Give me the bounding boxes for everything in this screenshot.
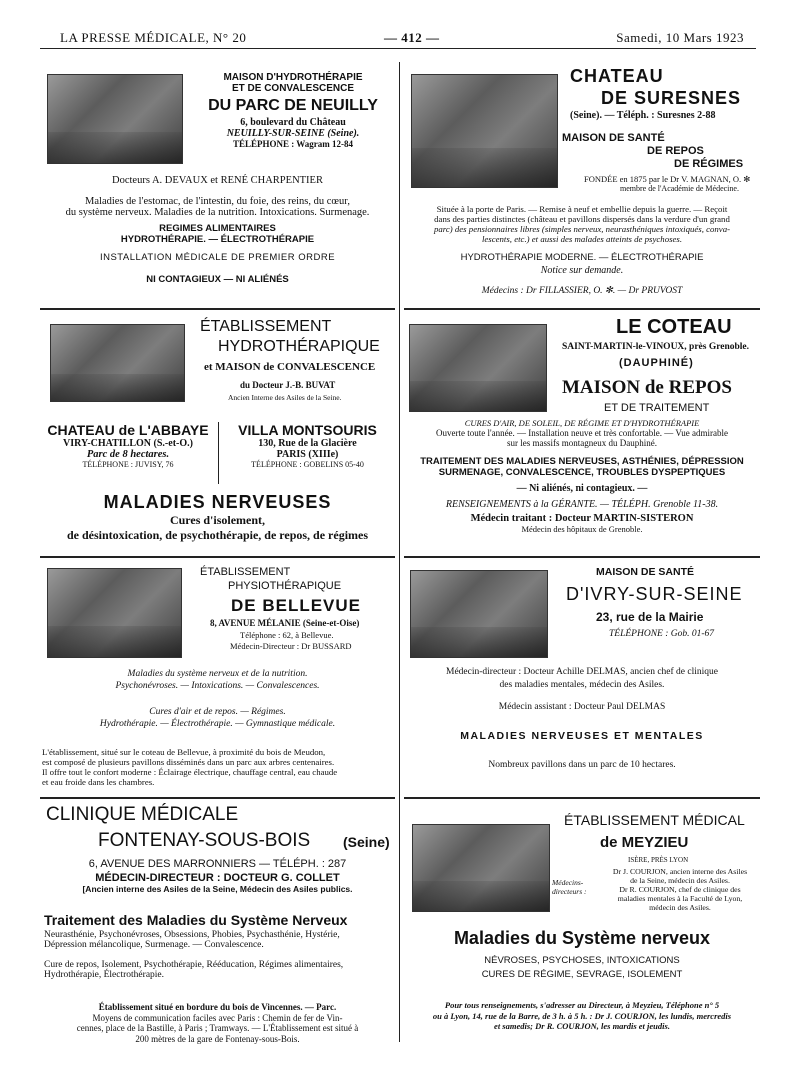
divider (404, 797, 760, 799)
neuilly-regimes: REGIMES ALIMENTAIRES (159, 223, 276, 234)
issue-date: Samedi, 10 Mars 1923 (616, 30, 744, 45)
coteau-t3: (DAUPHINÉ) (619, 357, 694, 369)
neuilly-photo (47, 74, 183, 164)
suresnes-m1: MAISON DE SANTÉ (562, 132, 665, 144)
suresnes-m3: DE RÉGIMES (674, 158, 744, 170)
page-header (14, 24, 786, 46)
abbaye-t3: et MAISON de CONVALESCENCE (204, 361, 376, 373)
suresnes-notice: Notice sur demande. (540, 265, 624, 276)
suresnes-d4: lescents, etc.) et aussi des malades atteints de psychoses. (481, 234, 683, 244)
neuilly-notice: NI CONTAGIEUX — NI ALIÉNÉS (146, 274, 289, 285)
fontenay-t11: Établissement situé en bordure du bois de Vincennes. — Parc. (98, 1002, 337, 1012)
bellevue-t5: Téléphone : 62, à Bellevue. (240, 630, 334, 640)
ivry-t2: D'IVRY-SUR-SEINE (566, 584, 743, 604)
abbaye-maladies: MALADIES NERVEUSES (103, 492, 332, 512)
fontenay-t7: Neurasthénie, Psychonévroses, Obsessions, Phobies, Psychasthénie, Hystérie, (44, 930, 340, 940)
coteau-t1: LE COTEAU (616, 316, 732, 338)
divider (404, 556, 760, 558)
divider (404, 308, 760, 310)
neuilly-install: INSTALLATION MÉDICALE DE PREMIER ORDRE (99, 252, 336, 263)
suresnes-founded: FONDÉE en 1875 par le Dr V. MAGNAN, O. ✻ (584, 174, 751, 184)
ad-bellevue (40, 562, 395, 794)
abbaye-v1: VILLA MONTSOURIS (238, 422, 377, 438)
coteau-photo (409, 324, 547, 412)
bellevue-e4: et eau froide dans les chambres. (42, 777, 155, 787)
abbaye-c2: VIRY-CHATILLON (S.-et-O.) (63, 438, 193, 449)
fontenay-t14: 200 mètres de la gare de Fontenay-sous-Bois. (135, 1033, 300, 1044)
suresnes-photo (411, 74, 558, 188)
suresnes-medecins: Médecins : Dr FILLASSIER, O. ✻. — Dr PRUVOST (481, 286, 683, 296)
fontenay-t1: CLINIQUE MÉDICALE (46, 804, 239, 825)
neuilly-phone: TÉLÉPHONE : Wagram 12-84 (232, 139, 354, 149)
abbaye-t4: du Docteur J.-B. BUVAT (240, 380, 336, 390)
fontenay-t5: [Ancien interne des Asiles de la Seine, Médecin des Asiles publics. (82, 884, 353, 894)
ad-coteau (404, 314, 760, 552)
neuilly-address: 6, boulevard du Château (240, 117, 346, 128)
suresnes-title1: CHATEAU (570, 66, 664, 86)
bellevue-t3: DE BELLEVUE (231, 596, 362, 615)
neuilly-desc2: du système nerveux. Maladies de la nutrition. Intoxications. Surmenage. (65, 207, 370, 218)
abbaye-v4: TÉLÉPHONE : GOBELINS 05-40 (251, 460, 364, 469)
fontenay-t8: Dépression mélancolique, Surmenage. — Convalescence. (44, 940, 264, 950)
coteau-t13: Médecin traitant : Docteur MARTIN-SISTERON (470, 513, 694, 524)
coteau-t4: MAISON de REPOS (562, 377, 732, 398)
abbaye-c4: TÉLÉPHONE : JUVISY, 76 (82, 460, 174, 469)
abbaye-t2: HYDROTHÉRAPIQUE (218, 338, 380, 355)
fontenay-t3: 6, AVENUE DES MARRONNIERS — TÉLÉPH. : 287 (88, 858, 347, 870)
coteau-t9: TRAITEMENT DES MALADIES NERVEUSES, ASTHÉNIES, DÉPRESSION (420, 456, 744, 467)
meyzieu-r2: ou à Lyon, 14, rue de la Barre, de 3 h. à 5 h. : Dr J. COURJON, les lundis, mercredis (432, 1010, 732, 1021)
meyzieu-photo (412, 824, 550, 912)
ad-fontenay (40, 802, 395, 1052)
ad-neuilly (40, 62, 395, 302)
meyzieu-t3: ISÈRE, PRÈS LYON (628, 856, 689, 864)
bellevue-e1: L'établissement, situé sur le coteau de Bellevue, à proximité du bois de Meudon, (42, 747, 326, 757)
ad-ivry (404, 562, 760, 794)
fontenay-t4: MÉDECIN-DIRECTEUR : DOCTEUR G. COLLET (95, 872, 340, 884)
ivry-photo (410, 570, 548, 658)
coteau-t14: Médecin des hôpitaux de Grenoble. (521, 524, 643, 534)
page-number: — 412 — (384, 30, 440, 45)
abbaye-t1: ÉTABLISSEMENT (200, 318, 332, 335)
abbaye-c1: CHATEAU de L'ABBAYE (47, 422, 209, 438)
ivry-maladies: MALADIES NERVEUSES ET MENTALES (460, 730, 704, 742)
ivry-t3: 23, rue de la Mairie (596, 610, 704, 624)
neuilly-hydro: HYDROTHÉRAPIE. — ÉLECTROTHÉRAPIE (120, 234, 315, 245)
header-rule (40, 48, 756, 49)
meyzieu-d1: Dr J. COURJON, ancien interne des Asiles (612, 867, 748, 876)
meyzieu-n2: CURES DE RÉGIME, SEVRAGE, ISOLEMENT (481, 969, 683, 980)
neuilly-city: NEUILLY-SUR-SEINE (Seine). (226, 128, 360, 139)
meyzieu-d3: Dr R. COURJON, chef de clinique des (619, 885, 741, 894)
abbaye-t5: Ancien Interne des Asiles de la Seine. (228, 393, 342, 402)
divider (40, 797, 395, 799)
neuilly-doctors: Docteurs A. DEVAUX et RENÉ CHARPENTIER (112, 175, 323, 186)
neuilly-line1: MAISON D'HYDROTHÉRAPIE (223, 72, 363, 83)
meyzieu-d2: de la Seine, médecin des Asiles. (630, 876, 730, 885)
abbaye-v3: PARIS (XIIIe) (276, 449, 339, 460)
fontenay-t10: Hydrothérapie, Électrothérapie. (44, 970, 165, 980)
suresnes-d1: Située à la porte de Paris. — Remise à neuf et embellie depuis la guerre. — Reçoit (436, 204, 728, 214)
divider (40, 556, 395, 558)
fontenay-t2: FONTENAY-SOUS-BOIS (98, 830, 311, 851)
meyzieu-d5: médecin des Asiles. (649, 903, 711, 912)
bellevue-m2: Psychonévroses. — Intoxications. — Convalescences. (115, 681, 320, 691)
meyzieu-n1: NÉVROSES, PSYCHOSES, INTOXICATIONS (484, 955, 680, 966)
column-rule (399, 62, 400, 1042)
meyzieu-t1: ÉTABLISSEMENT MÉDICAL (564, 812, 745, 828)
ivry-d3: Médecin assistant : Docteur Paul DELMAS (498, 702, 666, 712)
coteau-t12: RENSEIGNEMENTS à la GÉRANTE. — TÉLÉPH. Grenoble 11-38. (445, 499, 719, 510)
bellevue-t6: Médecin-Directeur : Dr BUSSARD (230, 641, 352, 651)
abbaye-c3: Parc de 8 hectares. (86, 449, 170, 460)
abbaye-desintox: de désintoxication, de psychothérapie, de repos, de régimes (66, 528, 369, 542)
bellevue-c2: Hydrothérapie. — Électrothérapie. — Gymnastique médicale. (99, 719, 336, 729)
ivry-d2: des maladies mentales, médecin des Asiles. (499, 680, 665, 690)
suresnes-d3: parc) des pensionnaires libres (simples nerveux, neurasthéniques intoxiqués, conva- (433, 224, 731, 234)
meyzieu-t2: de MEYZIEU (600, 834, 689, 851)
meyzieu-r3: et samedis; Dr R. COURJON, les mardis et jeudis. (494, 1021, 670, 1031)
suresnes-phone: (Seine). — Téléph. : Suresnes 2-88 (570, 110, 716, 121)
fontenay-t6: Traitement des Maladies du Système Nerveux (44, 912, 348, 928)
divider (40, 308, 395, 310)
journal-title: LA PRESSE MÉDICALE, N° 20 (60, 30, 247, 45)
bellevue-t1: ÉTABLISSEMENT (200, 566, 291, 578)
coteau-t2: SAINT-MARTIN-le-VINOUX, près Grenoble. (562, 342, 750, 352)
abbaye-v2: 130, Rue de la Glacière (258, 438, 357, 449)
meyzieu-label: Médecins-directeurs : (552, 878, 587, 896)
suresnes-title2: DE SURESNES (601, 88, 742, 108)
neuilly-desc1: Maladies de l'estomac, de l'intestin, du foie, des reins, du cœur, (85, 196, 350, 207)
meyzieu-d4: maladies mentales à la Faculté de Lyon, (617, 894, 743, 903)
suresnes-d2: dans des parties distinctes (château et pavillons dispersés dans la verdure d'un grand (434, 214, 730, 224)
abbaye-photo (50, 324, 185, 402)
ad-meyzieu (404, 802, 760, 1052)
meyzieu-maladies: Maladies du Système nerveux (453, 928, 711, 948)
ad-suresnes (404, 62, 760, 302)
ivry-t4: TÉLÉPHONE : Gob. 01-67 (609, 629, 715, 639)
ad-abbaye (40, 314, 395, 552)
coteau-t10: SURMENAGE, CONVALESCENCE, TROUBLES DYSPEPTIQUES (438, 467, 726, 478)
bellevue-photo (47, 568, 182, 658)
fontenay-t12: Moyens de communication faciles avec Paris : Chemin de fer de Vin- (92, 1012, 343, 1023)
coteau-t5: ET DE TRAITEMENT (604, 402, 710, 414)
bellevue-e2: est composé de plusieurs pavillons disséminés dans un parc aux arbres centenaires. (42, 757, 335, 767)
coteau-t6: CURES D'AIR, DE SOLEIL, DE RÉGIME ET D'HYDROTHÉRAPIE (464, 418, 700, 428)
suresnes-m2: DE REPOS (647, 145, 704, 157)
meyzieu-r1: Pour tous renseignements, s'adresser au Directeur, à Meyzieu, Téléphone n° 5 (444, 1000, 720, 1010)
fontenay-t13: cennes, place de la Bastille, à Paris ; Tramways. — L'Établissement est situé à (76, 1023, 359, 1033)
suresnes-hydro: HYDROTHÉRAPIE MODERNE. — ÉLECTROTHÉRAPIE (460, 252, 704, 263)
abbaye-cures: Cures d'isolement, (169, 513, 266, 527)
coteau-t7: Ouverte toute l'année. — Installation neuve et très confortable. — Vue admirable (435, 428, 729, 438)
fontenay-t9: Cure de repos, Isolement, Psychothérapie, Rééducation, Régimes alimentaires, (44, 960, 344, 970)
coteau-t8: sur les massifs montagneux du Dauphiné. (507, 438, 657, 448)
bellevue-t4: 8, AVENUE MÉLANIE (Seine-et-Oise) (210, 618, 360, 628)
coteau-t11: — Ni aliénés, ni contagieux. — (516, 483, 648, 494)
ivry-pavillons: Nombreux pavillons dans un parc de 10 hectares. (488, 760, 676, 770)
neuilly-line2: ET DE CONVALESCENCE (231, 83, 355, 94)
bellevue-c1: Cures d'air et de repos. — Régimes. (149, 707, 286, 717)
bellevue-e3: Il offre tout le confort moderne : Éclairage électrique, chauffage central, eau chaude (42, 767, 338, 777)
abbaye-split (218, 422, 219, 484)
suresnes-member: membre de l'Académie de Médecine. (620, 184, 739, 193)
fontenay-t2b: (Seine) (343, 834, 390, 850)
bellevue-t2: PHYSIOTHÉRAPIQUE (228, 580, 342, 592)
bellevue-m1: Maladies du système nerveux et de la nutrition. (127, 669, 308, 679)
ivry-d1: Médecin-directeur : Docteur Achille DELMAS, ancien chef de clinique (446, 667, 718, 677)
ivry-t1: MAISON DE SANTÉ (596, 566, 695, 578)
neuilly-title: DU PARC DE NEUILLY (208, 97, 378, 114)
